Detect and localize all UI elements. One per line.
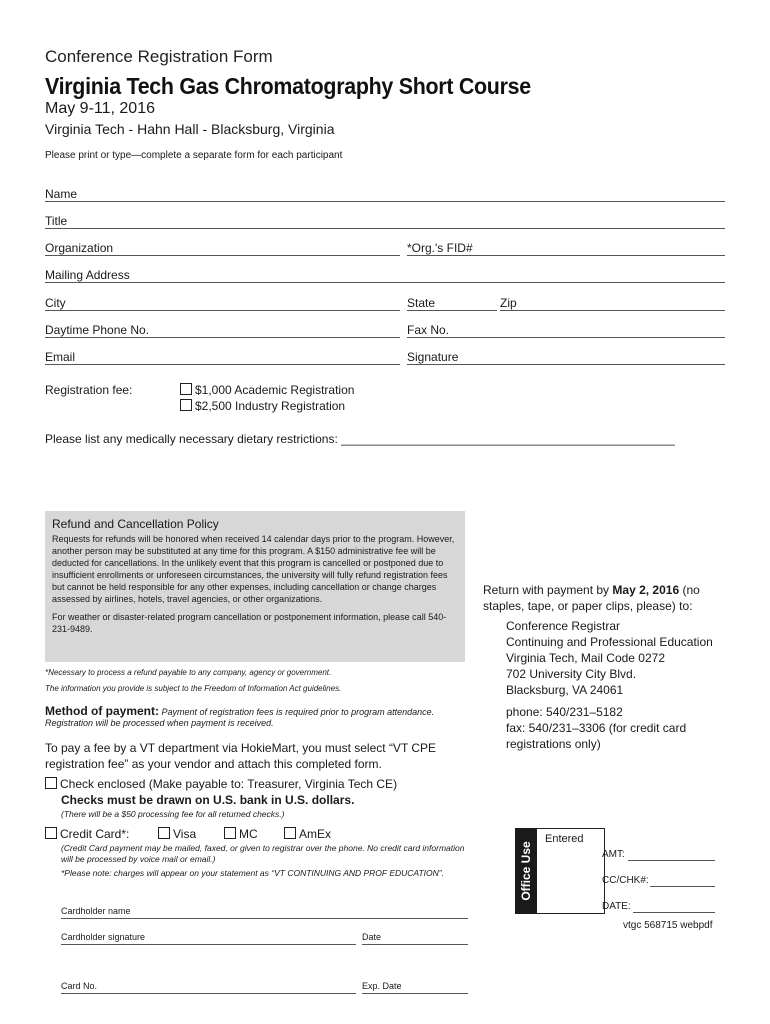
- email-label: Email: [45, 350, 76, 364]
- payment-method-heading: Method of payment:: [45, 704, 159, 718]
- office-use-box: [515, 828, 725, 914]
- return-instructions: Return with payment by May 2, 2016 (no staples, tape, or paper clips, please) to:: [483, 583, 700, 613]
- registration-fee-label: Registration fee:: [45, 383, 133, 397]
- office-amt-field[interactable]: [628, 860, 715, 861]
- city-field[interactable]: [45, 310, 400, 311]
- name-label: Name: [45, 187, 78, 201]
- form-name: Conference Registration Form: [45, 47, 273, 66]
- refund-policy-box: [45, 511, 465, 662]
- industry-registration-option[interactable]: $2,500 Industry Registration: [180, 399, 345, 413]
- form-code: vtgc 568715 webpdf: [623, 920, 713, 931]
- mc-option[interactable]: MC: [224, 827, 258, 841]
- office-date-field[interactable]: [633, 912, 715, 913]
- cardholder-signature-label: Cardholder signature: [61, 932, 146, 942]
- cardholder-name-label: Cardholder name: [61, 906, 131, 916]
- amex-option[interactable]: AmEx: [284, 827, 331, 841]
- refund-policy-body: Requests for refunds will be honored when received 14 calendar days prior to the program. However, another person may be substituted at any time for this program. A $150 administrative fee will be deducted for cancellations. In the unlikely event that this program is cancelled or postponed due to insufficient enrollments or unforeseen circumstances, the university will fully refund registration fees but cannot be held responsible for any other expenses, including cancellation or change charges assessed by airlines, hotels, travel agencies, or other organizations.: [52, 534, 455, 604]
- credit-card-checkbox[interactable]: [45, 827, 57, 839]
- dietary-restrictions-field[interactable]: Please list any medically necessary dietary restrictions: __________________________________________________: [45, 432, 675, 446]
- state-field[interactable]: [407, 310, 497, 311]
- signature-date-label: Date: [362, 932, 382, 942]
- signature-date-field[interactable]: [362, 944, 468, 945]
- email-field[interactable]: [45, 364, 400, 365]
- industry-registration-checkbox[interactable]: [180, 399, 192, 411]
- office-cc-chk-field[interactable]: [650, 886, 715, 887]
- state-label: State: [407, 296, 436, 310]
- signature-label: Signature: [407, 350, 459, 364]
- payment-method-note: Payment of registration fees is required prior to program attendance. Registration will be processed when payment is received.: [45, 707, 435, 728]
- zip-label: Zip: [500, 296, 517, 310]
- organization-field[interactable]: [45, 255, 400, 256]
- check-enclosed-option[interactable]: Check enclosed (Make payable to: Treasurer, Virginia Tech CE): [45, 777, 397, 791]
- exp-date-label: Exp. Date: [362, 981, 402, 991]
- contact-phone: phone: 540/231–5182: [506, 705, 623, 719]
- refund-policy-heading: Refund and Cancellation Policy: [52, 517, 219, 531]
- amex-checkbox[interactable]: [284, 827, 296, 839]
- office-date-label: DATE:: [602, 901, 631, 912]
- title-label: Title: [45, 214, 68, 228]
- weather-cancellation-info: For weather or disaster-related program cancellation or postponement information, please call 540-231-9489.: [52, 612, 447, 634]
- name-field[interactable]: [45, 201, 725, 202]
- office-cc-chk-label: CC/CHK#:: [602, 875, 649, 886]
- credit-card-note: (Credit Card payment may be mailed, faxed, or given to registrar over the phone. No credit card information will be processed by voice mail or email.): [61, 843, 465, 864]
- zip-field[interactable]: [500, 310, 725, 311]
- course-dates: May 9-11, 2016: [45, 100, 155, 117]
- org-fid-label: *Org.'s FID#: [407, 241, 473, 255]
- card-number-label: Card No.: [61, 981, 98, 991]
- check-enclosed-checkbox[interactable]: [45, 777, 57, 789]
- signature-field[interactable]: [407, 364, 725, 365]
- visa-option[interactable]: Visa: [158, 827, 196, 841]
- visa-checkbox[interactable]: [158, 827, 170, 839]
- title-field[interactable]: [45, 228, 725, 229]
- mc-checkbox[interactable]: [224, 827, 236, 839]
- organization-label: Organization: [45, 241, 114, 255]
- contact-fax: fax: 540/231–3306 (for credit card registrations only): [506, 721, 687, 751]
- daytime-phone-field[interactable]: [45, 337, 400, 338]
- contact-block: [506, 704, 731, 752]
- check-requirement: Checks must be drawn on U.S. bank in U.S. dollars.: [61, 793, 355, 807]
- office-use-label: Office Use: [515, 828, 537, 914]
- fax-field[interactable]: [407, 337, 725, 338]
- cardholder-signature-field[interactable]: [61, 944, 356, 945]
- fid-note: *Necessary to process a refund payable to any company, agency or government.: [45, 668, 332, 677]
- office-entered-label: Entered: [545, 833, 584, 845]
- return-deadline: May 2, 2016: [612, 583, 680, 597]
- payment-method-section: [45, 706, 465, 729]
- card-number-field[interactable]: [61, 993, 356, 994]
- fax-label: Fax No.: [407, 323, 450, 337]
- statement-note: *Please note: charges will appear on your statement as “VT CONTINUING AND PROF EDUCATION”.: [61, 868, 444, 878]
- course-venue: Virginia Tech - Hahn Hall - Blacksburg, Virginia: [45, 121, 335, 137]
- city-label: City: [45, 296, 66, 310]
- daytime-phone-label: Daytime Phone No.: [45, 323, 150, 337]
- credit-card-option[interactable]: Credit Card*:: [45, 827, 129, 841]
- form-instructions: Please print or type—complete a separate form for each participant: [45, 150, 343, 161]
- mailing-address-block: Conference Registrar Continuing and Professional Education Virginia Tech, Mail Code 0272 702 University City Blvd. Blacksburg, VA 24061: [506, 619, 713, 697]
- org-fid-field[interactable]: [407, 255, 725, 256]
- mailing-address-field[interactable]: [45, 282, 725, 283]
- foia-note: The information you provide is subject to the Freedom of Information Act guidelines.: [45, 684, 342, 693]
- cardholder-name-field[interactable]: [61, 918, 468, 919]
- mailing-address-label: Mailing Address: [45, 268, 130, 282]
- academic-registration-checkbox[interactable]: [180, 383, 192, 395]
- academic-registration-option[interactable]: $1,000 Academic Registration: [180, 383, 354, 397]
- office-amt-label: AMT:: [602, 849, 625, 860]
- page-title: Virginia Tech Gas Chromatography Short Course: [45, 73, 531, 99]
- exp-date-field[interactable]: [362, 993, 468, 994]
- returned-check-note: (There will be a $50 processing fee for all returned checks.): [61, 809, 285, 819]
- hokiemart-instructions: To pay a fee by a VT department via HokieMart, you must select “VT CPE registration fee” as your vendor and attach this completed form.: [45, 741, 437, 771]
